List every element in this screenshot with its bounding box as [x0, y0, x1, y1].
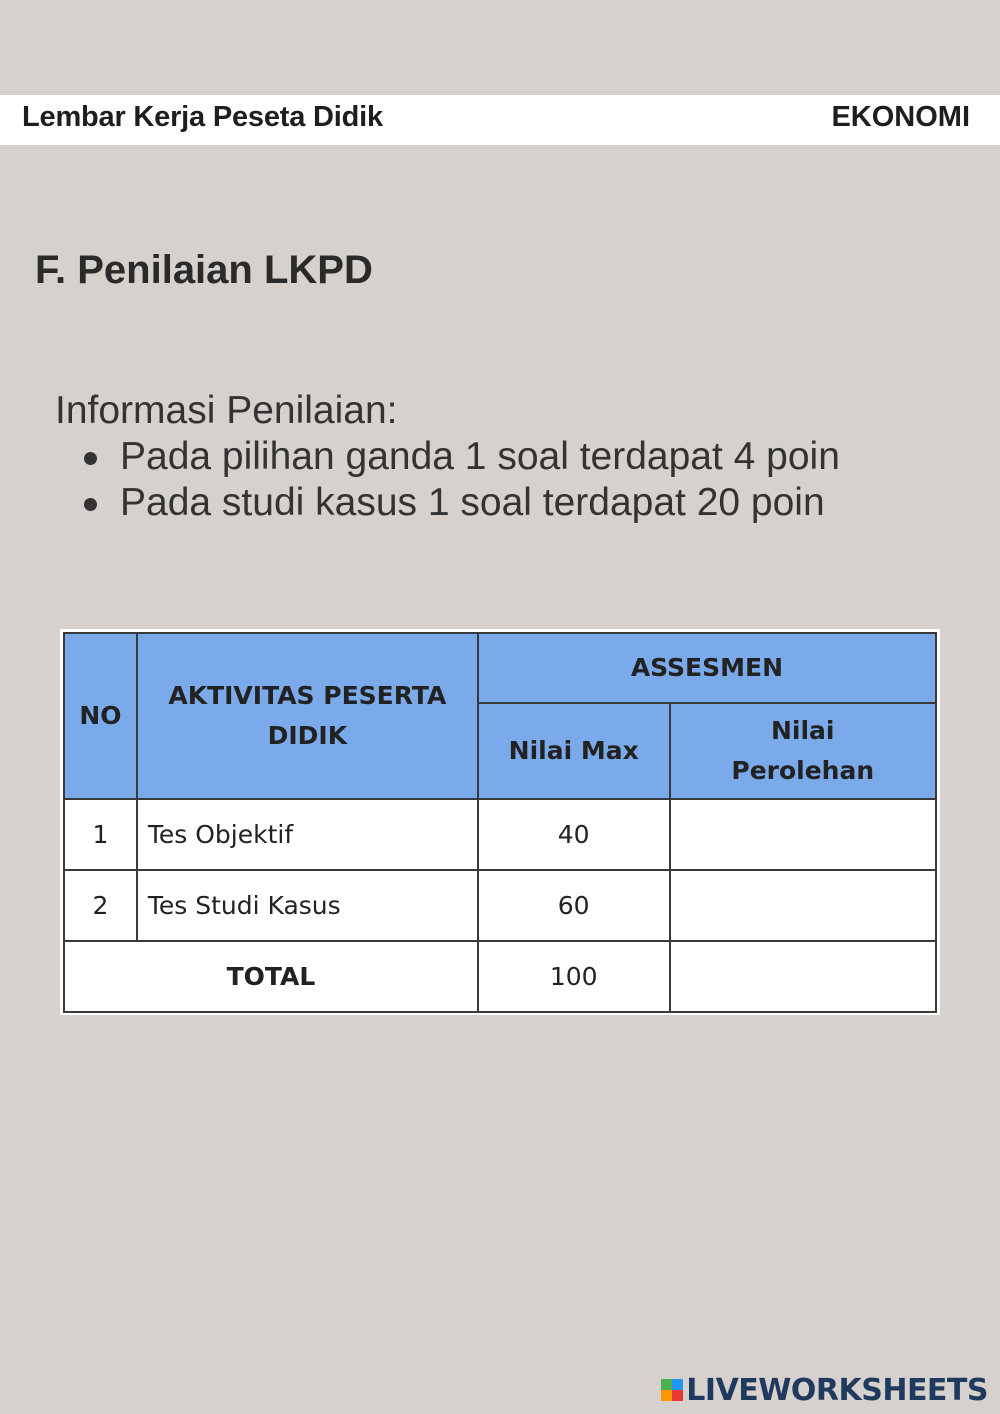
row-aktivitas: Tes Objektif	[137, 799, 478, 870]
info-item-text: Pada studi kasus 1 soal terdapat 20 poin	[120, 481, 825, 524]
worksheet-title: Lembar Kerja Peseta Didik	[22, 101, 383, 133]
section-title: F. Penilaian LKPD	[35, 248, 373, 292]
header-bar	[0, 95, 1000, 145]
score-table-container	[60, 629, 940, 1015]
row-no: 2	[64, 870, 137, 941]
header-nilai-perolehan: Nilai Perolehan	[670, 703, 936, 799]
liveworksheets-watermark[interactable]	[661, 1374, 988, 1406]
assessment-info	[55, 388, 975, 526]
bullet-icon	[84, 498, 97, 511]
row-nilai-max: 60	[478, 870, 670, 941]
header-no: NO	[64, 633, 137, 799]
table-row	[64, 870, 936, 941]
total-nilai-perolehan-input[interactable]	[670, 941, 936, 1012]
info-heading: Informasi Penilaian:	[55, 389, 398, 432]
header-aktivitas: AKTIVITAS PESERTA DIDIK	[137, 633, 478, 799]
score-table	[63, 632, 937, 1013]
total-nilai-max: 100	[478, 941, 670, 1012]
watermark-text: LIVEWORKSHEETS	[686, 1372, 988, 1408]
liveworksheets-logo-icon	[661, 1379, 683, 1401]
row-no: 1	[64, 799, 137, 870]
row-nilai-perolehan-input[interactable]	[670, 870, 936, 941]
row-nilai-max: 40	[478, 799, 670, 870]
header-assesmen: ASSESMEN	[478, 633, 936, 703]
info-item	[120, 480, 975, 526]
table-row	[64, 799, 936, 870]
bullet-icon	[84, 452, 97, 465]
info-item-text: Pada pilihan ganda 1 soal terdapat 4 poin	[120, 435, 840, 478]
row-aktivitas: Tes Studi Kasus	[137, 870, 478, 941]
info-list	[55, 434, 975, 526]
total-row	[64, 941, 936, 1012]
header-nilai-max: Nilai Max	[478, 703, 670, 799]
row-nilai-perolehan-input[interactable]	[670, 799, 936, 870]
info-item	[120, 434, 975, 480]
total-label: TOTAL	[64, 941, 478, 1012]
subject-label: EKONOMI	[831, 101, 970, 133]
